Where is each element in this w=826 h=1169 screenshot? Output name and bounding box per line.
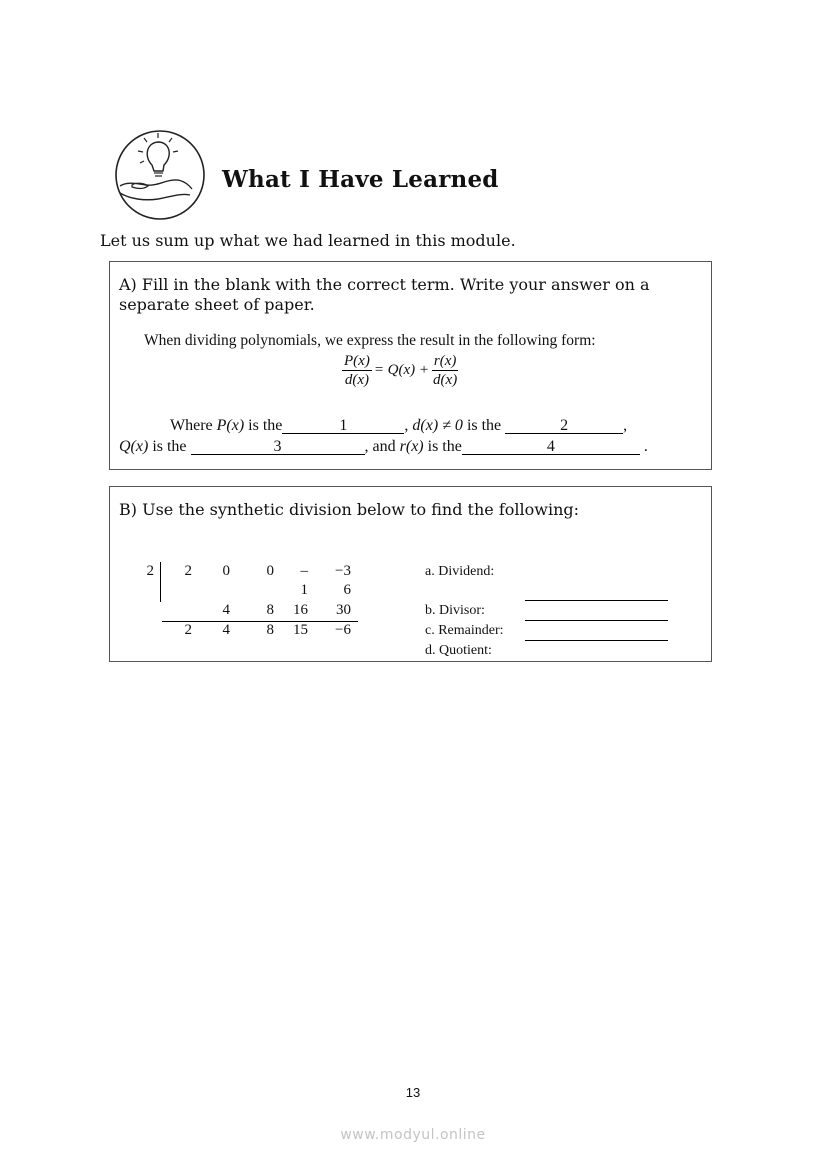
sentence-is-the-1: is the xyxy=(244,417,283,434)
blank-4[interactable]: 4 xyxy=(462,439,640,455)
row4-col3: 8 xyxy=(266,622,274,638)
watermark: www.modyul.online xyxy=(340,1127,486,1143)
row1-col5: −3 xyxy=(335,563,351,579)
question-divisor: b. Divisor: xyxy=(425,603,485,618)
row2-col4: 1 xyxy=(300,582,308,598)
row3-col4: 16 xyxy=(293,602,308,618)
blank-2[interactable]: 2 xyxy=(505,418,623,434)
row1-col3: 0 xyxy=(266,563,274,579)
formula-rhs-numerator: r(x) xyxy=(433,353,457,369)
blank-1[interactable]: 1 xyxy=(282,418,404,434)
formula-middle: = Q(x) + xyxy=(373,362,430,378)
part-a-instruction-line1: A) Fill in the blank with the correct term. Write your answer on a xyxy=(119,275,650,294)
row4-col2: 4 xyxy=(222,622,230,638)
sentence-comma-2: , xyxy=(623,417,628,434)
form-sentence: When dividing polynomials, we express the result in the following form: xyxy=(144,332,596,349)
sentence-comma-1: , xyxy=(404,417,413,434)
sentence-r: r(x) xyxy=(399,438,424,455)
page-number: 13 xyxy=(405,1085,421,1100)
answer-line-dividend[interactable] xyxy=(525,600,668,601)
row1-col4: – xyxy=(300,563,308,579)
row3-col5: 30 xyxy=(336,602,351,618)
sentence-and: , and xyxy=(364,438,400,455)
sentence-p: P(x) xyxy=(216,417,245,434)
lightbulb-hand-icon xyxy=(114,129,206,221)
row3-col3: 8 xyxy=(266,602,274,618)
sentence-is-the-2: is the xyxy=(462,417,506,434)
row4-col1: 2 xyxy=(184,622,192,638)
formula-rhs-denominator: d(x) xyxy=(433,372,458,388)
part-b-instruction: B) Use the synthetic division below to find the following: xyxy=(119,500,579,519)
division-bracket xyxy=(160,562,161,602)
formula-lhs-numerator: P(x) xyxy=(344,353,370,369)
question-quotient: d. Quotient: xyxy=(425,643,492,658)
question-dividend: a. Dividend: xyxy=(425,564,495,579)
row1-col1: 2 xyxy=(184,563,192,579)
row3-col2: 4 xyxy=(222,602,230,618)
division-formula xyxy=(342,352,459,389)
sentence-is-the-4: is the xyxy=(423,438,462,455)
part-a-instruction-line2: separate sheet of paper. xyxy=(119,295,315,314)
row4-col5: −6 xyxy=(335,622,351,638)
row1-col2: 0 xyxy=(222,563,230,579)
intro-text: Let us sum up what we had learned in this module. xyxy=(100,231,516,250)
sentence-d: d(x) ≠ 0 xyxy=(412,417,463,434)
section-title: What I Have Learned xyxy=(222,166,499,193)
answer-line-divisor[interactable] xyxy=(525,620,668,621)
question-remainder: c. Remainder: xyxy=(425,623,504,638)
sentence-period: . xyxy=(639,438,648,455)
row2-col5: 6 xyxy=(343,582,351,598)
fill-sentence-line1 xyxy=(170,415,627,435)
formula-lhs-denominator: d(x) xyxy=(344,372,369,388)
sentence-where: Where xyxy=(170,417,217,434)
synthetic-divisor: 2 xyxy=(146,563,154,579)
sentence-is-the-3: is the xyxy=(148,438,191,455)
sentence-q: Q(x) xyxy=(119,438,149,455)
row4-col4: 15 xyxy=(293,622,308,638)
fill-sentence-line2 xyxy=(119,436,648,456)
answer-line-remainder[interactable] xyxy=(525,640,668,641)
blank-3[interactable]: 3 xyxy=(191,439,365,455)
